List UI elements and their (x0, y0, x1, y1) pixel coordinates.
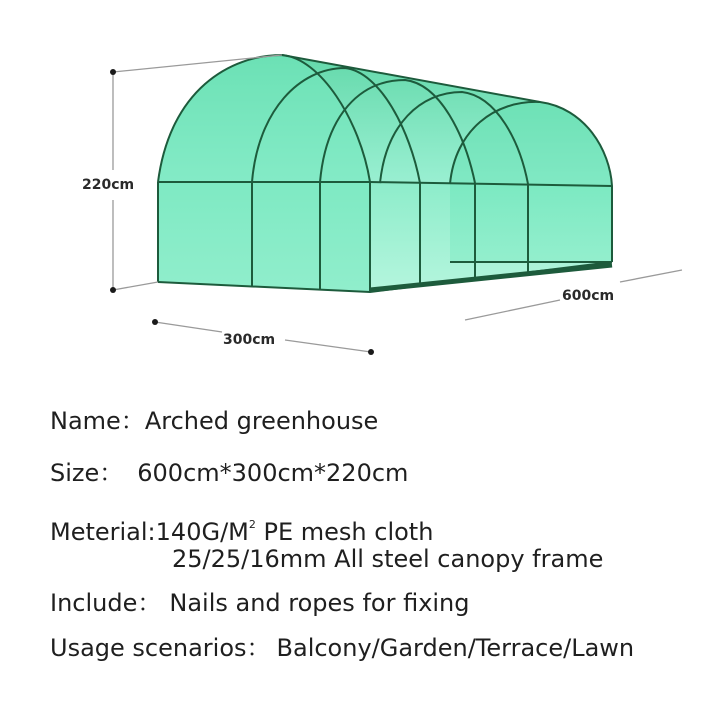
spec-usage-key: Usage scenarios： (50, 634, 271, 662)
length-label: 600cm (562, 288, 615, 304)
spec-include-key: Include： (50, 589, 162, 617)
spec-include-value: Nails and ropes for fixing (169, 589, 470, 617)
height-guide-bottom (113, 282, 158, 290)
dimension-dot (152, 319, 158, 325)
dimension-dot (368, 349, 374, 355)
spec-usage (50, 633, 634, 663)
height-label: 220cm (82, 177, 135, 193)
dimension-dot (110, 287, 116, 293)
spec-name-value: Arched greenhouse (144, 407, 379, 435)
spec-material-line1-b: PE mesh cloth (255, 518, 434, 546)
spec-material-superscript: 2 (248, 518, 256, 531)
spec-material-line1-a: 140G/M (155, 518, 249, 546)
spec-usage-value: Balcony/Garden/Terrace/Lawn (276, 634, 635, 662)
spec-material (50, 510, 433, 547)
spec-material-key: Meterial: (50, 518, 156, 546)
spec-size-key: Size： (50, 459, 124, 487)
spec-size-value: 600cm*300cm*220cm (137, 459, 409, 487)
spec-material-line1 (156, 518, 434, 546)
dimension-dot (110, 69, 116, 75)
width-label: 300cm (223, 332, 276, 348)
spec-material-line2-text: 25/25/16mm All steel canopy frame (172, 545, 604, 573)
spec-material-line2 (172, 544, 603, 574)
spec-name (50, 406, 378, 436)
spec-size (50, 458, 408, 488)
greenhouse-body (158, 55, 612, 292)
spec-include (50, 588, 470, 618)
spec-name-key: Name： (50, 407, 145, 435)
